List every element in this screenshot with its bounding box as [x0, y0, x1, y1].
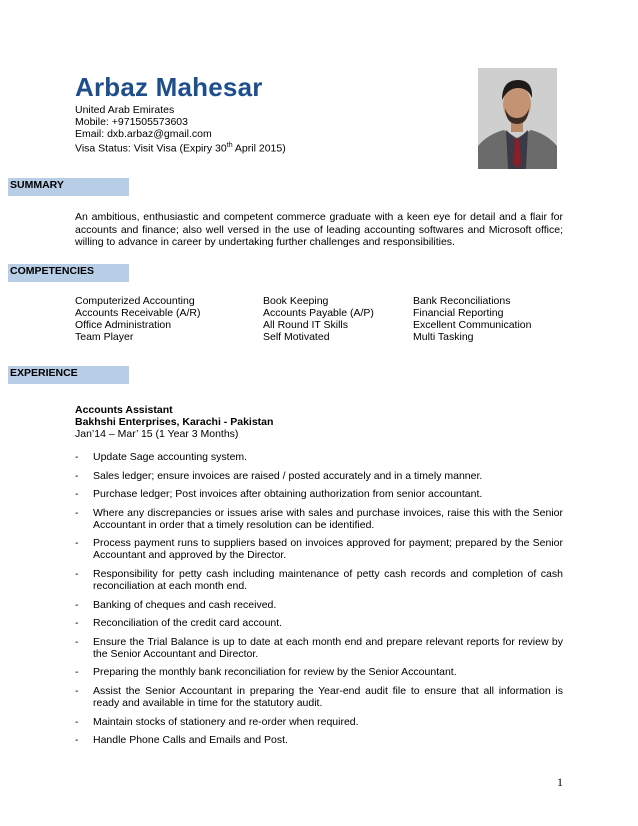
competency-item: Accounts Receivable (A/R) [75, 307, 201, 319]
competencies-column-3 [413, 295, 531, 343]
list-item: - Banking of cheques and cash received. [75, 598, 277, 611]
bullet-dash: - [75, 715, 79, 728]
bullet-dash: - [75, 666, 79, 679]
list-item: - Purchase ledger; Post invoices after obtaining authorization from senior accountant. [75, 488, 483, 501]
bullet-dash: - [75, 451, 79, 463]
competency-item: Book Keeping [263, 295, 329, 307]
bullet-dash: - [75, 469, 79, 482]
competency-item: Multi Tasking [413, 331, 474, 343]
section-header-experience: EXPERIENCE [8, 366, 129, 384]
job-title: Accounts Assistant [75, 404, 173, 416]
list-item: - Assist the Senior Accountant in preparing the Year-end audit file to ensure that all information is ready and available in time for the statutory audit. [75, 684, 563, 709]
bullet-dash: - [75, 537, 79, 550]
list-item: - Where any discrepancies or issues arise with sales and purchase invoices, raise this with the Senior Accountant in order that a timely resolution can be identified. [75, 506, 563, 531]
section-header-competencies: COMPETENCIES [8, 264, 129, 282]
email-text: Email: dxb.arbaz@gmail.com [75, 128, 212, 140]
competency-item: Bank Reconciliations [413, 295, 511, 307]
bullet-dash: - [75, 488, 79, 501]
competency-item: Excellent Communication [413, 319, 532, 331]
competency-item: Office Administration [75, 319, 172, 331]
bullet-dash: - [75, 506, 79, 519]
section-header-summary: SUMMARY [8, 178, 129, 196]
list-item: - Preparing the monthly bank reconciliation for review by the Senior Accountant. [75, 666, 457, 679]
list-item: - Maintain stocks of stationery and re-order when required. [75, 715, 359, 728]
list-item: - Sales ledger; ensure invoices are raised / posted accurately and in a timely manner. [75, 469, 483, 482]
company-name: Bakhshi Enterprises, Karachi - Pakistan [75, 416, 274, 428]
page-number: 1 [557, 775, 563, 789]
bullet-dash: - [75, 598, 79, 611]
list-item: - Ensure the Trial Balance is up to date at each month end and prepare relevant reports for review by the Senior Accountant and Director. [75, 635, 563, 660]
competency-item: Computerized Accounting [75, 295, 195, 307]
bullet-dash: - [75, 617, 79, 630]
list-item: - Process payment runs to suppliers based on invoices approved for payment; prepared by the Senior Accountant and approved by the Director. [75, 537, 563, 562]
competencies-column-2 [263, 295, 374, 343]
bullet-dash: - [75, 734, 79, 747]
list-item: - Responsibility for petty cash including maintenance of petty cash records and completion of cash reconciliation at each month end. [75, 567, 563, 592]
experience-heading [75, 404, 273, 440]
candidate-name: Arbaz Mahesar [75, 72, 263, 102]
list-item: - Update Sage accounting system. [75, 451, 248, 463]
list-item: - Reconciliation of the credit card account. [75, 617, 283, 630]
duties-list [75, 451, 563, 753]
competency-item: Team Player [75, 331, 134, 343]
competency-item: Self Motivated [263, 331, 330, 343]
visa-status-text: Visa Status: Visit Visa (Expiry 30th April 2015) [75, 142, 286, 155]
bullet-dash: - [75, 635, 79, 648]
competency-item: Financial Reporting [413, 307, 504, 319]
summary-paragraph: An ambitious, enthusiastic and competent commerce graduate with a keen eye for detail and a flair for accounts and finance; also well versed in the use of leading accounting softwares and Microsoft office; willing to advance in career by undertaking further challenges and responsibilities. [75, 211, 563, 248]
profile-photo [478, 68, 557, 169]
job-period: Jan’14 – Mar’ 15 (1 Year 3 Months) [75, 428, 239, 440]
location-text: United Arab Emirates [75, 104, 175, 116]
competency-item: Accounts Payable (A/P) [263, 307, 374, 319]
bullet-dash: - [75, 567, 79, 580]
bullet-dash: - [75, 684, 79, 697]
profile-photo-image [478, 68, 557, 169]
mobile-text: Mobile: +971505573603 [75, 116, 188, 128]
contact-block [75, 104, 286, 155]
competency-item: All Round IT Skills [263, 319, 349, 331]
competencies-column-1 [75, 295, 200, 343]
list-item: - Handle Phone Calls and Emails and Post. [75, 734, 288, 747]
